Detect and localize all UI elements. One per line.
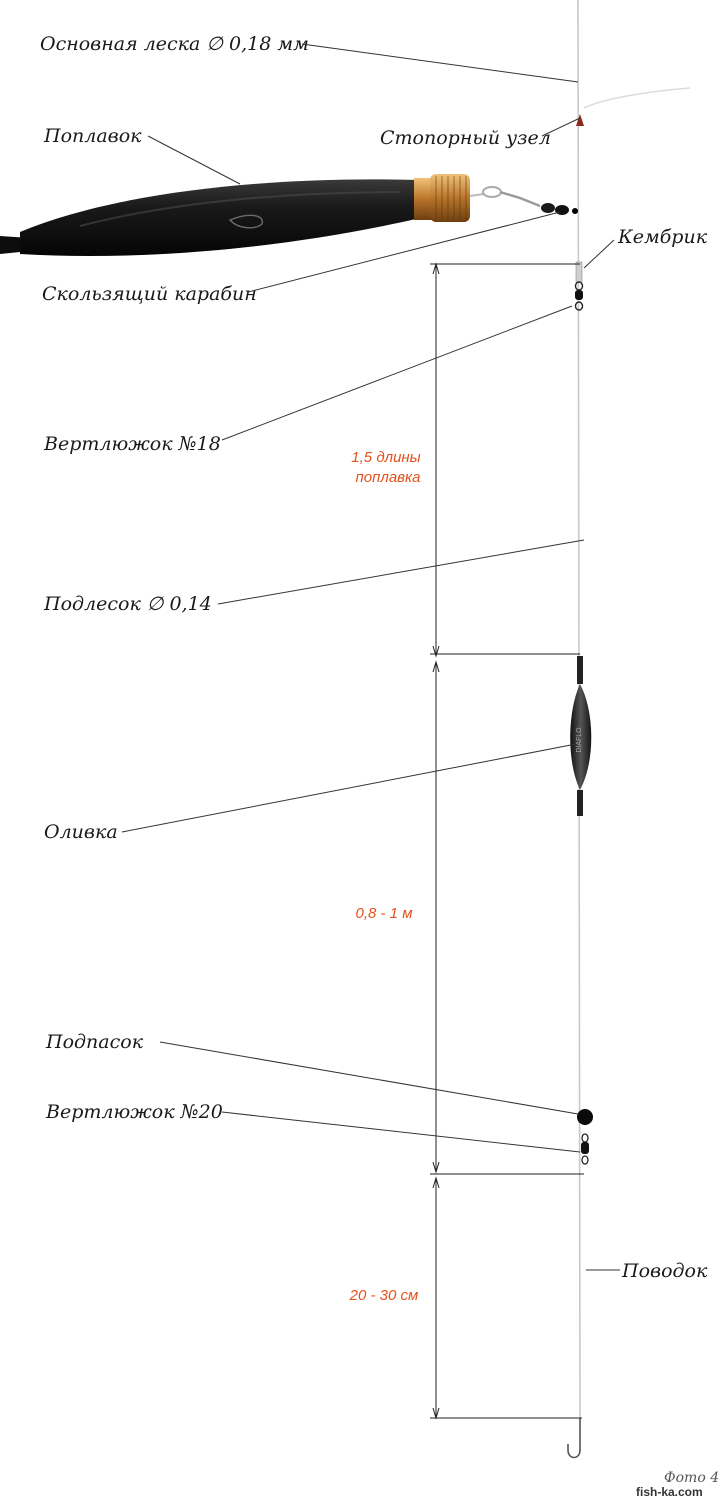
kembrik-label: Кембрик: [618, 226, 708, 248]
dimension-leash-length: 20 - 30 см: [349, 1287, 419, 1304]
stop-knot-label: Стопорный узел: [380, 127, 551, 149]
olive-sinker: [570, 656, 591, 816]
float-label: Поплавок: [44, 125, 142, 147]
dimension-float-length-line1: 1,5 длины: [351, 449, 421, 466]
podpasok-label: Подпасок: [46, 1031, 144, 1053]
swivel-20: [581, 1134, 589, 1164]
stop-knot: [576, 114, 584, 126]
swivel-18-label: Вертлюжок №18: [44, 433, 221, 455]
dimension-olive-distance: 0,8 - 1 м: [355, 905, 413, 922]
sliding-snap-label: Скользящий карабин: [42, 283, 257, 305]
podpasok-shot: [577, 1109, 593, 1125]
swivel-20-label: Вертлюжок №20: [46, 1101, 223, 1123]
leash-label: Поводок: [622, 1260, 708, 1282]
dimension-lines: [430, 264, 584, 1418]
fishing-line: [578, 0, 690, 1420]
kembrik: [576, 262, 582, 282]
photo-caption: Фото 4: [664, 1470, 720, 1486]
underline-label: Подлесок ∅ 0,14: [44, 593, 212, 615]
float: [0, 174, 470, 256]
watermark: fish-ka.com: [636, 1485, 703, 1499]
dimension-float-length-line2: поплавка: [355, 469, 421, 486]
main-line-label: Основная леска ∅ 0,18 мм: [40, 33, 309, 55]
sliding-snap: [470, 187, 578, 215]
svg-text:DIAFLO: DIAFLO: [576, 727, 583, 753]
hook: [568, 1418, 580, 1458]
olive-label: Оливка: [44, 821, 118, 843]
